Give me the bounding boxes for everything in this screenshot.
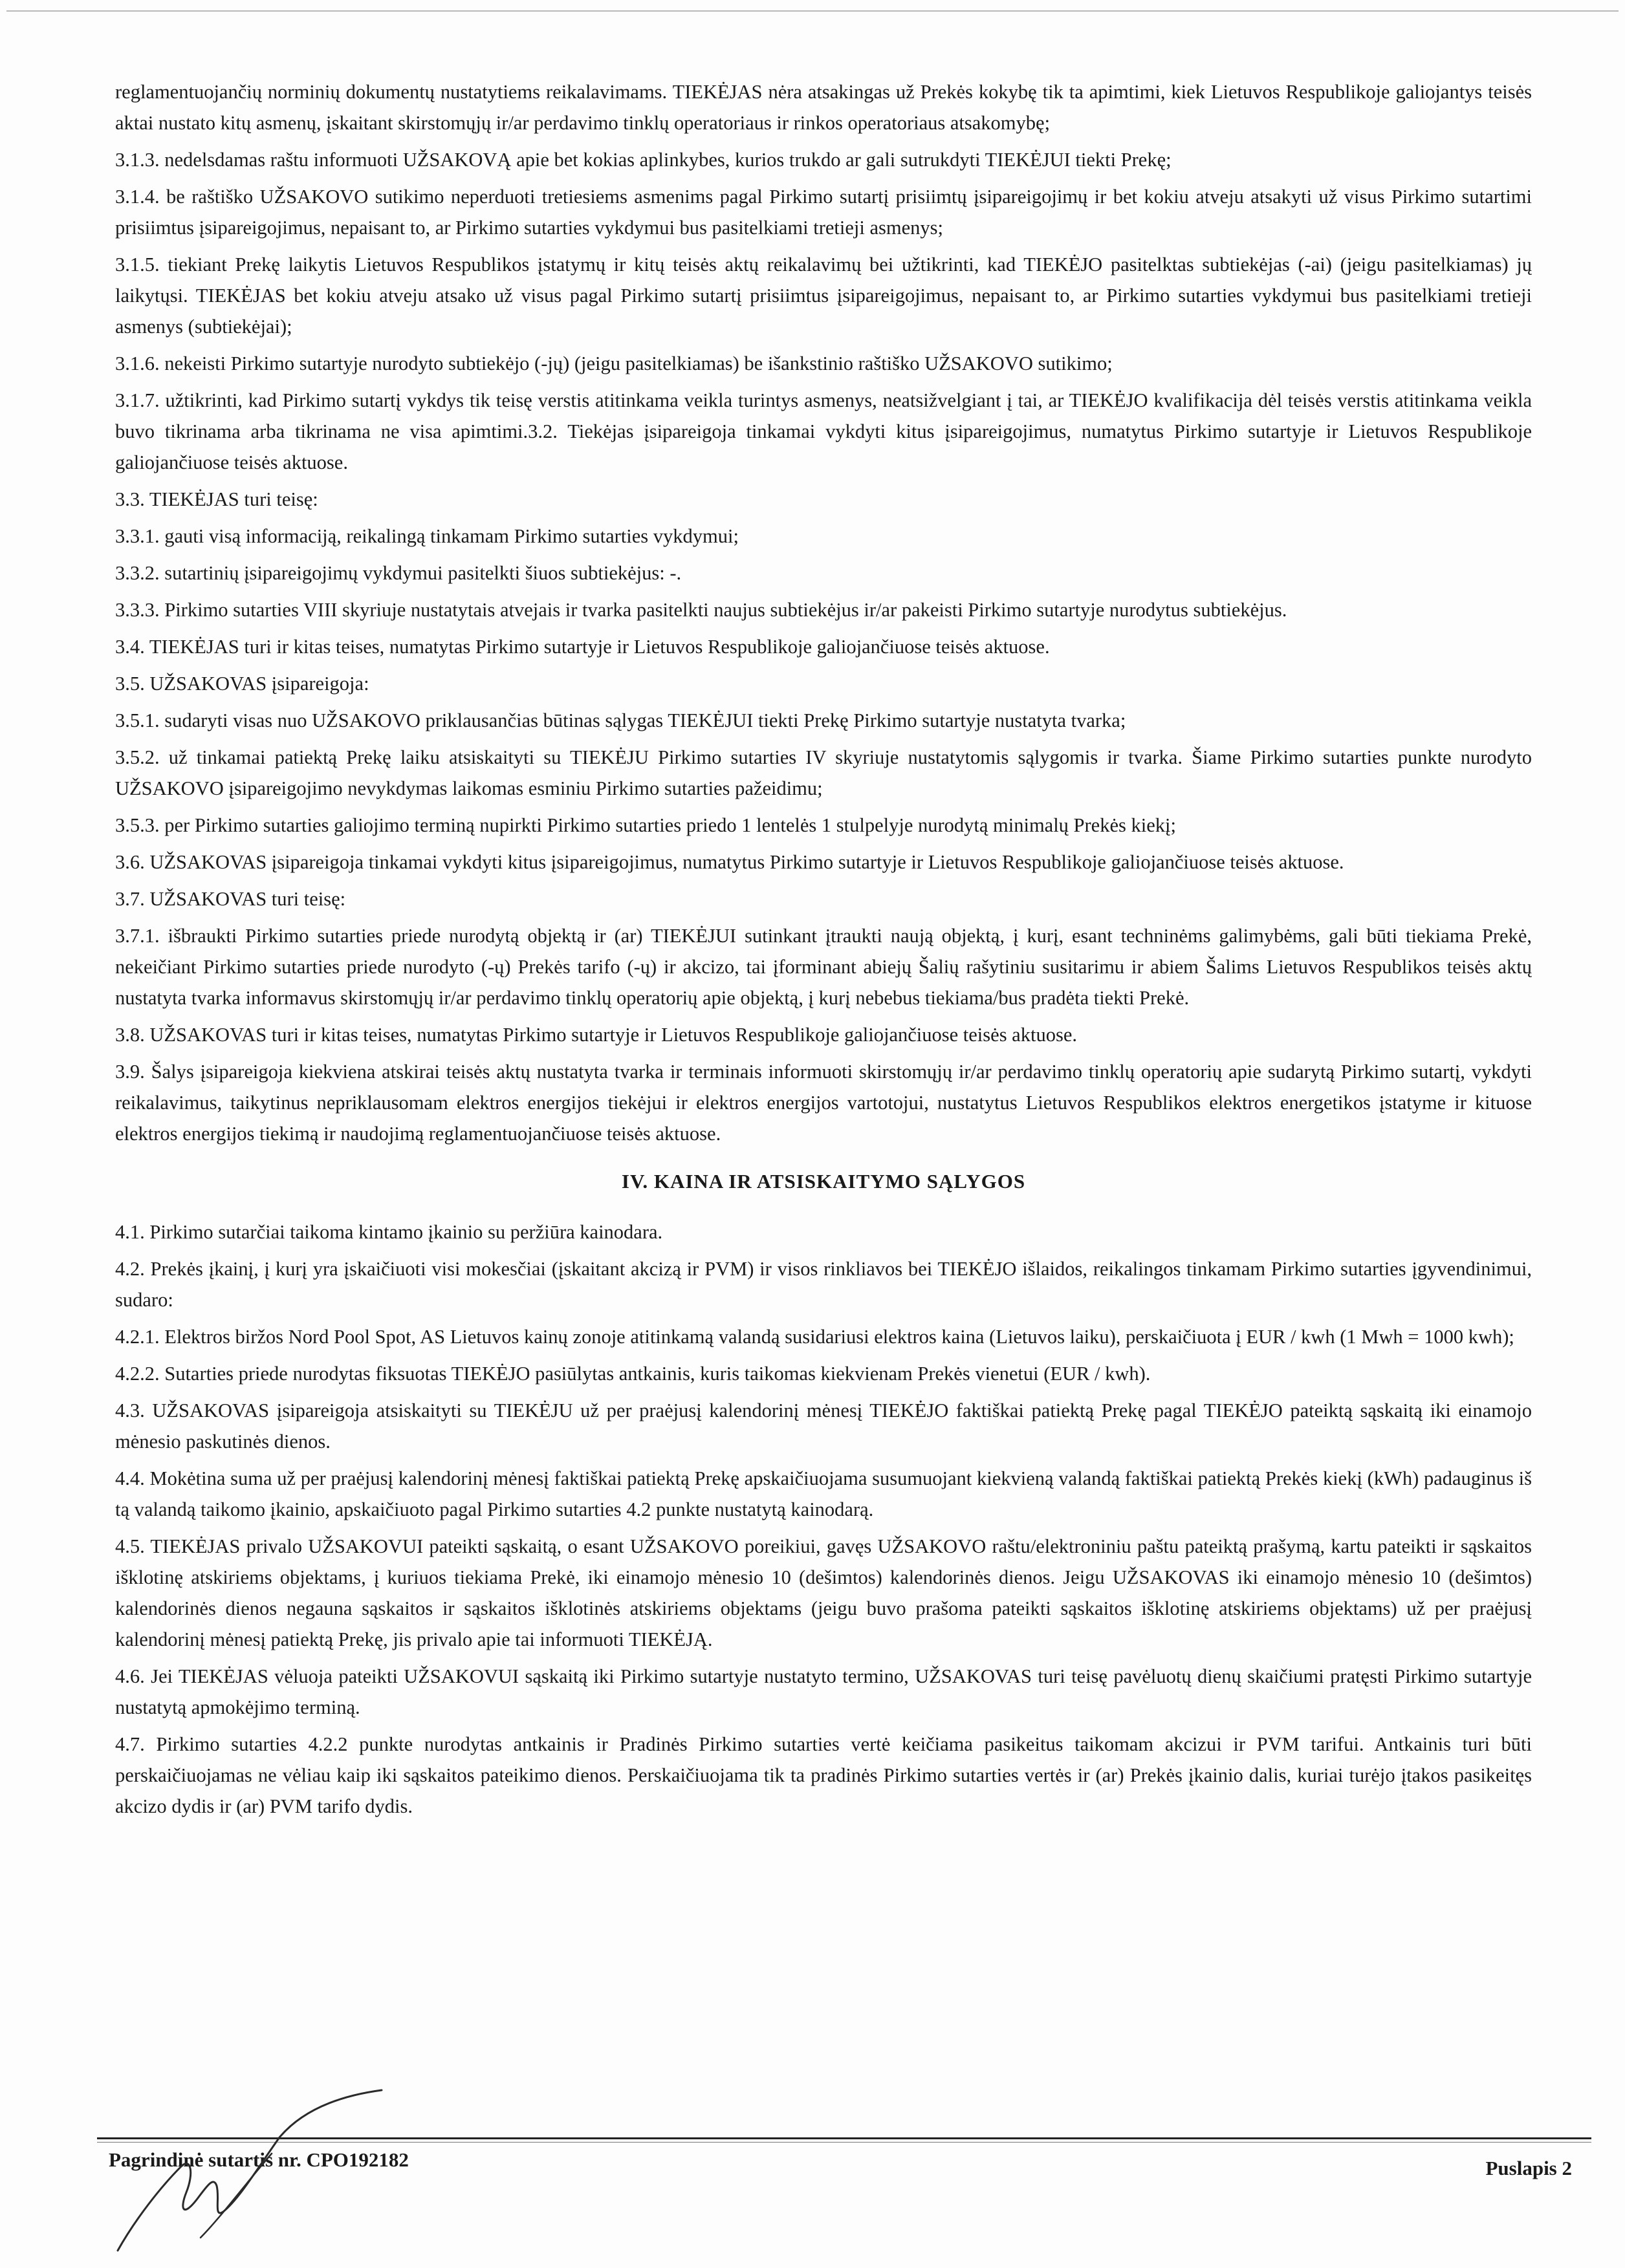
clause-4-6: 4.6. Jei TIEKĖJAS vėluoja pateikti UŽSAKOVUI sąskaitą iki Pirkimo sutartyje nustatyto termino, UŽSAKOVAS turi teisę pavėluotų dienų skaičiumi pratęsti Pirkimo sutartyje nustatytą apmokėjimo terminą. [115,1665,1532,1718]
contract-number: Pagrindinė sutartis nr. CPO192182 [109,2148,409,2171]
clause-4-1: 4.1. Pirkimo sutarčiai taikoma kintamo įkainio su peržiūra kainodara. [115,1221,663,1243]
page-number: Puslapis 2 [1485,2157,1572,2179]
clause-4-2-1: 4.2.1. Elektros biržos Nord Pool Spot, AS Lietuvos kainų zonoje atitinkamą valandą susidariusi elektros kaina (Lietuvos laiku), perskaičiuota į EUR / kwh (1 Mwh = 1000 kwh); [115,1326,1514,1348]
clause-3-7: 3.7. UŽSAKOVAS turi teisę: [115,888,346,910]
section-heading: IV. KAINA IR ATSISKAITYMO SĄLYGOS [621,1170,1026,1193]
clause-3-5-1: 3.5.1. sudaryti visas nuo UŽSAKOVO priklausančias būtinas sąlygas TIEKĖJUI tiekti Prekę Pirkimo sutartyje nustatyta tvarka; [115,709,1126,731]
clause-3-1-6: 3.1.6. nekeisti Pirkimo sutartyje nurodyto subtiekėjo (-jų) (jeigu pasitelkiamas) be išankstinio raštiško UŽSAKOVO sutikimo; [115,352,1113,374]
clause-3-9: 3.9. Šalys įsipareigoja kiekviena atskirai teisės aktų nustatyta tvarka ir terminais informuoti skirstomųjų ir/ar perdavimo tinklų operatorių apie sudarytą Pirkimo sutartį, vykdyti reikalavimus, taikytinus nepriklausomam elektros energijos tiekėjui ir elektros energijos vartotojui, nustatytus Lietuvos Respublikos elektros energetikos įstatyme ir kituose elektros energijos tiekimą ir naudojimą reglamentuojančiuose teisės aktuose. [115,1061,1532,1145]
clause-4-3: 4.3. UŽSAKOVAS įsipareigoja atsiskaityti su TIEKĖJU už per praėjusį kalendorinį mėnesį TIEKĖJO faktiškai patiektą Prekę pagal TIEKĖJO pateiktą sąskaitą iki einamojo mėnesio paskutinės dienos. [115,1399,1532,1453]
clause-3-6: 3.6. UŽSAKOVAS įsipareigoja tinkamai vykdyti kitus įsipareigojimus, numatytus Pirkimo sutartyje ir Lietuvos Respublikoje galiojančiuose teisės aktuose. [115,851,1344,873]
clause-3-8: 3.8. UŽSAKOVAS turi ir kitas teises, numatytas Pirkimo sutartyje ir Lietuvos Respublikoje galiojančiuose teisės aktuose. [115,1024,1077,1046]
clause-4-2-2: 4.2.2. Sutarties priede nurodytas fiksuotas TIEKĖJO pasiūlytas antkainis, kuris taikomas kiekvienam Prekės vienetui (EUR / kwh). [115,1363,1151,1385]
top-divider [6,10,1619,12]
clause-4-2: 4.2. Prekės įkainį, į kurį yra įskaičiuoti visi mokesčiai (įskaitant akcizą ir PVM) ir visos rinkliavos bei TIEKĖJO išlaidos, reikalingos tinkamam Pirkimo sutarties įgyvendinimui, sudaro: [115,1258,1532,1311]
clause-3-1-5: 3.1.5. tiekiant Prekę laikytis Lietuvos Respublikos įstatymų ir kitų teisės aktų reikalavimų bei užtikrinti, kad TIEKĖJO pasitelktas subtiekėjas (-ai) (jeigu pasitelkiamas) jų laikytųsi. TIEKĖJAS bet kokiu atveju atsako už visus pagal Pirkimo sutartį prisiimtus įsipareigojimus, nepaisant to, ar Pirkimo sutarties vykdymui bus pasitelkiami tretieji asmenys (subtiekėjai); [115,254,1532,338]
clause-4-7: 4.7. Pirkimo sutarties 4.2.2 punkte nurodytas antkainis ir Pradinės Pirkimo sutarties vertė keičiama pasikeitus taikomam akcizui ir PVM tarifui. Antkainis turi būti perskaičiuojamas ne vėliau kaip iki sąskaitos pateikimo dienos. Perskaičiuojama tik ta pradinės Pirkimo sutarties vertės ir (ar) Prekės įkainio dalis, kuriai turėjo įtakos pasikeitęs akcizo dydis ir (ar) PVM tarifo dydis. [115,1733,1532,1817]
handwritten-signature [110,2089,446,2263]
clause-3-7-1: 3.7.1. išbraukti Pirkimo sutarties priede nurodytą objektą ir (ar) TIEKĖJUI sutinkant įtraukti naują objektą, į kurį, esant techninėms galimybėms, gali būti tiekiama Prekė, nekeičiant Pirkimo sutarties priede nurodyto (-ų) Prekės tarifo (-ų) ir akcizo, tai įforminant abiejų Šalių rašytiniu susitarimu ir abiem Šalims Lietuvos Respublikos teisės aktų nustatyta tvarka informavus skirstomųjų ir/ar perdavimo tinklų operatorių apie objektą, į kurį nebebus tiekiama/bus pradėta tiekti Prekė. [115,925,1532,1009]
clause-3-1-7: 3.1.7. užtikrinti, kad Pirkimo sutartį vykdys tik teisę verstis atitinkama veikla turintys asmenys, neatsižvelgiant į tai, ar TIEKĖJO kvalifikacija dėl teisės verstis atitinkama veikla buvo tikrinama arba tikrinama ne visa apimtimi.3.2. Tiekėjas įsipareigoja tinkamai vykdyti kitus įsipareigojimus, numatytus Pirkimo sutartyje ir Lietuvos Respublikoje galiojančiuose teisės aktuose. [115,389,1532,473]
clause-3-3-1: 3.3.1. gauti visą informaciją, reikalingą tinkamam Pirkimo sutarties vykdymui; [115,525,739,547]
paragraph-continuation: reglamentuojančių norminių dokumentų nustatytiems reikalavimams. TIEKĖJAS nėra atsakingas už Prekės kokybę tik ta apimtimi, kiek Lietuvos Respublikoje galiojantys teisės aktai nustato kitų asmenų, įskaitant skirstomųjų ir/ar perdavimo tinklų operatoriaus ir rinkos operatoriaus atsakomybę; [115,81,1532,134]
clause-4-4: 4.4. Mokėtina suma už per praėjusį kalendorinį mėnesį faktiškai patiektą Prekę apskaičiuojama susumuojant kiekvieną valandą faktiškai patiektą Prekės kiekį (kWh) padauginus iš tą valandą taikomo įkainio, apskaičiuoto pagal Pirkimo sutarties 4.2 punkte nustatytą kainodarą. [115,1467,1532,1520]
clause-4-5: 4.5. TIEKĖJAS privalo UŽSAKOVUI pateikti sąskaitą, o esant UŽSAKOVO poreikiui, gavęs UŽSAKOVO raštu/elektroniniu paštu pateiktą prašymą, kartu pateikti ir sąskaitos išklotinę atskiriems objektams, į kuriuos tiekiama Prekė, iki einamojo mėnesio 10 (dešimtos) kalendorinės dienos. Jeigu UŽSAKOVAS iki einamojo mėnesio 10 (dešimtos) kalendorinės dienos negauna sąskaitos ir sąskaitos išklotinės atskiriems objektams (jeigu buvo prašoma pateikti sąskaitos išklotinę atskiriems objektams) už per praėjusį kalendorinį mėnesį patiektą Prekę, jis privalo apie tai informuoti TIEKĖJĄ. [115,1535,1532,1650]
clause-3-1-3: 3.1.3. nedelsdamas raštu informuoti UŽSAKOVĄ apie bet kokias aplinkybes, kurios trukdo ar gali sutrukdyti TIEKĖJUI tiekti Prekę; [115,149,1172,171]
document-body [115,76,1532,1828]
clause-3-3: 3.3. TIEKĖJAS turi teisę: [115,488,318,510]
clause-3-3-3: 3.3.3. Pirkimo sutarties VIII skyriuje nustatytais atvejais ir tvarka pasitelkti naujus subtiekėjus ir/ar pakeisti Pirkimo sutartyje nurodytus subtiekėjus. [115,599,1287,621]
clause-3-5-3: 3.5.3. per Pirkimo sutarties galiojimo terminą nupirkti Pirkimo sutarties priedo 1 lentelės 1 stulpelyje nurodytą minimalų Prekės kiekį; [115,814,1176,836]
clause-3-5-2: 3.5.2. už tinkamai patiektą Prekę laiku atsiskaityti su TIEKĖJU Pirkimo sutarties IV skyriuje nustatytomis sąlygomis ir tvarka. Šiame Pirkimo sutarties punkte nurodyto UŽSAKOVO įsipareigojimo nevykdymas laikomas esminiu Pirkimo sutarties pažeidimu; [115,746,1532,799]
clause-3-1-4: 3.1.4. be raštiško UŽSAKOVO sutikimo neperduoti tretiesiems asmenims pagal Pirkimo sutartį prisiimtų įsipareigojimų ir bet kokiu atveju atsakyti už visus Pirkimo sutartimi prisiimtus įsipareigojimus, nepaisant to, ar Pirkimo sutarties vykdymui bus pasitelkiami tretieji asmenys; [115,186,1532,239]
clause-3-5: 3.5. UŽSAKOVAS įsipareigoja: [115,673,369,695]
clause-3-4: 3.4. TIEKĖJAS turi ir kitas teises, numatytas Pirkimo sutartyje ir Lietuvos Respublikoje galiojančiuose teisės aktuose. [115,636,1050,658]
clause-3-3-2: 3.3.2. sutartinių įsipareigojimų vykdymui pasitelkti šiuos subtiekėjus: -. [115,562,682,584]
